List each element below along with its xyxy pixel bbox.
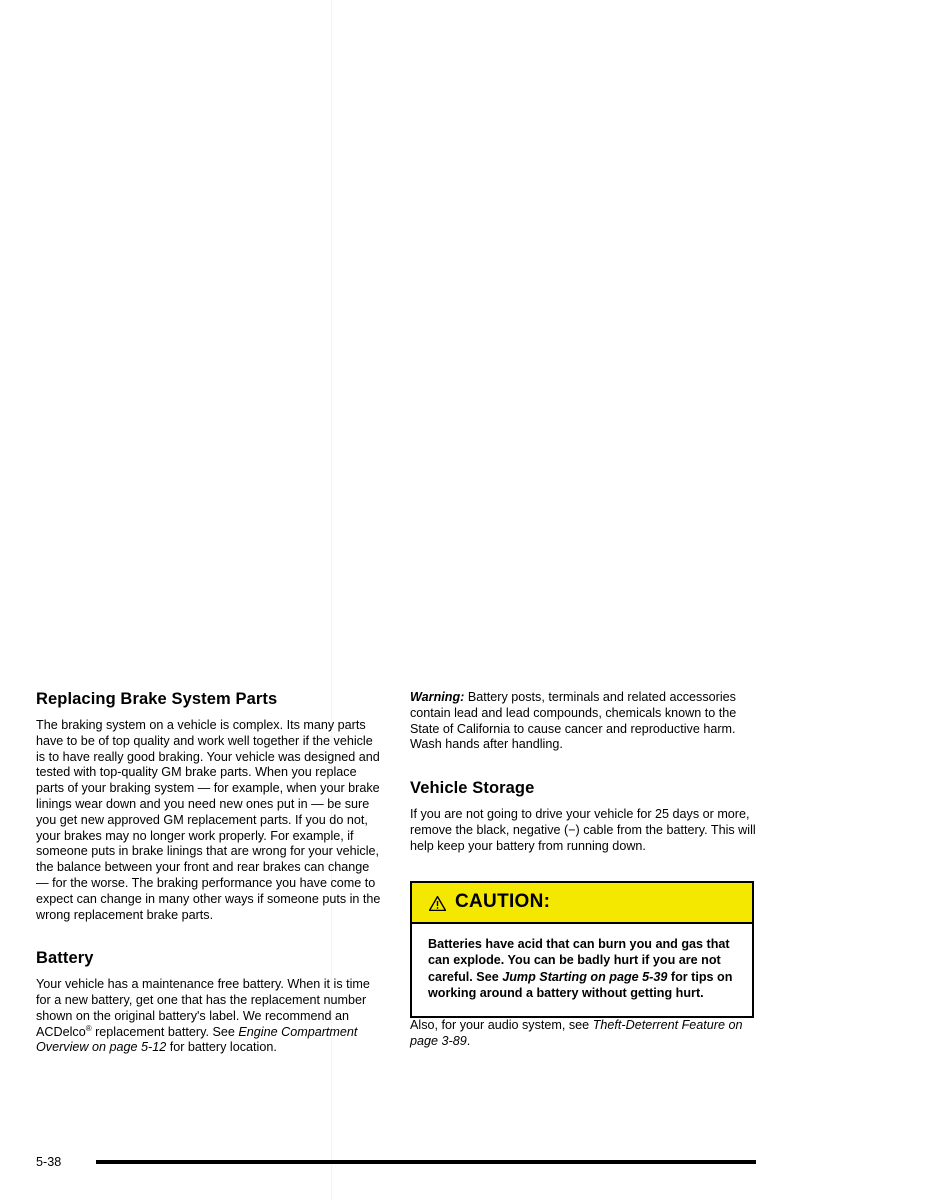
cross-reference-jump-starting: Jump Starting on page 5-39 (502, 969, 668, 984)
page-footer (36, 1155, 756, 1169)
cross-reference-engine-compartment-overview: Engine Compartment Overview on page 5-12 (36, 1024, 358, 1055)
caution-box (410, 881, 754, 1018)
caution-body (412, 924, 752, 1016)
right-column (410, 690, 756, 1056)
warning-text: Battery posts, terminals and related accessories contain lead and lead compounds, chemicals known to the State of California to cause cancer and reproductive harm. Wash hands after handling. (410, 690, 737, 752)
paragraph-audio-system-note (410, 1018, 756, 1050)
paragraph-braking-system: The braking system on a vehicle is complex. Its many parts have to be of top quality and work well together if the vehicle is to have really good braking. Your vehicle was designed and tested with top-quality GM brake parts. When you replace parts of your braking system — for example, when your brake linings wear down and you need new ones put in — be sure you get new approved GM replacement parts. If you do not, your brakes may no longer work properly. For example, if someone puts in brake linings that are wrong for your vehicle, the balance between your front and rear brakes can change — for the worse. The braking performance you have come to expect can change in many other ways if someone puts in the wrong replacement brake parts. (36, 717, 381, 922)
caution-text-part-1: Batteries have acid that can burn you and gas that can explode. You can be badly hurt if you are not careful. See (428, 936, 730, 984)
battery-text-part-3: for battery location. (166, 1040, 277, 1055)
paragraph-prop65-warning (410, 690, 756, 753)
heading-vehicle-storage: Vehicle Storage (410, 779, 535, 798)
heading-battery: Battery (36, 949, 94, 968)
two-column-body (36, 690, 756, 1056)
paragraph-battery (36, 977, 382, 1056)
page-number: 5-38 (36, 1155, 62, 1169)
caution-text-part-2: for tips on working around a battery without getting hurt. (428, 969, 733, 1001)
cross-reference-theft-deterrent-feature: Theft-Deterrent Feature on page 3-89 (410, 1017, 743, 1048)
footer-rule (96, 1160, 756, 1164)
heading-replacing-brake-system-parts: Replacing Brake System Parts (36, 690, 278, 708)
warning-label: Warning: (410, 690, 465, 704)
registered-trademark-symbol: ® (85, 1023, 92, 1033)
closing-text-part-2: . (466, 1033, 471, 1048)
caution-title: CAUTION: (455, 891, 551, 913)
caution-header (412, 883, 752, 924)
paragraph-vehicle-storage: If you are not going to drive your vehicle for 25 days or more, remove the black, negative (−) cable from the battery. This will help keep your battery from running down. (410, 807, 756, 853)
battery-text-part-1: Your vehicle has a maintenance free battery. When it is time for a new battery, get one that has the replacement number shown on the original battery's label. We recommend an ACDelco (36, 977, 370, 1039)
closing-text-part-1: Also, for your audio system, see (410, 1017, 593, 1032)
left-column (36, 690, 382, 1056)
warning-triangle-icon (429, 896, 446, 911)
caution-text (428, 936, 738, 1002)
battery-text-part-2: replacement battery. See (91, 1024, 239, 1039)
